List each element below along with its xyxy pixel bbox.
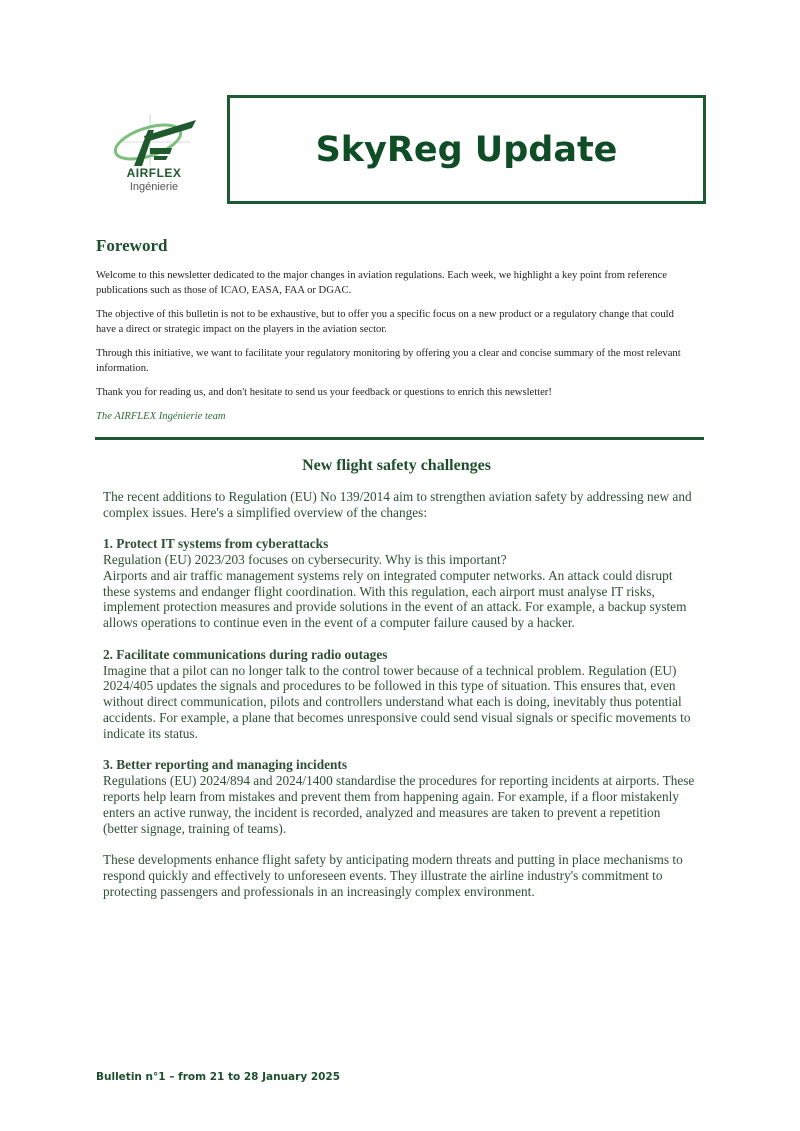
article-intro: The recent additions to Regulation (EU) No 139/2014 aim to strengthen aviation safety by addressing new and complex issues. Here's a simplified overview of the changes: (103, 488, 692, 520)
title-box (227, 95, 706, 204)
foreword-paragraph: Through this initiative, we want to facilitate your regulatory monitoring by offering you a clear and concise summary of the most relevant information. (96, 348, 681, 374)
page-title: SkyReg Update (315, 129, 618, 170)
item-body: Imagine that a pilot can no longer talk to the control tower because of a technical problem. Regulation (EU) 2024/405 updates the signals and procedures to be followed in this type of situation. This ensures that, even without direct communication, pilots and controllers understand what each is doing, inevitably thus potential accidents. For example, a plane that becomes unresponsive could send visual signals or specific movements to indicate its status. (103, 662, 691, 741)
foreword-paragraph: The objective of this bulletin is not to be exhaustive, but to offer you a specific focus on a new product or a regulatory change that could have a direct or strategic impact on the players in the aviation sector. (96, 309, 674, 335)
item-heading: 3. Better reporting and managing incidents (103, 757, 348, 773)
foreword-signature: The AIRFLEX Ingénierie team (96, 411, 226, 422)
logo-name: AIRFLEX (126, 166, 182, 180)
airplane-logo-icon (108, 112, 200, 168)
item-body: Regulations (EU) 2024/894 and 2024/1400 standardise the procedures for reporting incidents at airports. These reports help learn from mistakes and prevent them from happening again. For example, if a floor mistakenly enters an active runway, the incident is recorded, analyzed and measures are taken to prevent a repetition (better signage, training of teams). (103, 773, 695, 836)
item-body: Regulation (EU) 2023/203 focuses on cybersecurity. Why is this important? (103, 551, 507, 567)
section-divider (95, 437, 704, 440)
item-heading: 2. Facilitate communications during radio outages (103, 646, 388, 662)
foreword-paragraph: Thank you for reading us, and don't hesitate to send us your feedback or questions to enrich this newsletter! (96, 387, 552, 398)
bulletin-footer: Bulletin n°1 – from 21 to 28 January 2025 (96, 1071, 341, 1083)
foreword-heading: Foreword (96, 236, 168, 255)
article-title: New flight safety challenges (302, 457, 491, 474)
airflex-logo (104, 112, 204, 198)
foreword-section (96, 236, 696, 433)
article-conclusion: These developments enhance flight safety by anticipating modern threats and putting in place mechanisms to respond quickly and effectively to unforeseen events. They illustrate the airline industry's commitment to protecting passengers and professionals in an increasingly complex environment. (103, 852, 683, 899)
item-body: Airports and air traffic management systems rely on integrated computer networks. An attack could disrupt these systems and endanger flight coordination. With this regulation, each airport must analyse IT risks, implement protection measures and provide solutions in the event of an attack. For example, a backup system allows operations to continue even in the event of a computer failure caused by a hacker. (103, 567, 687, 631)
article-section (103, 458, 698, 915)
foreword-paragraph: Welcome to this newsletter dedicated to the major changes in aviation regulations. Each week, we highlight a key point from reference publications such as those of ICAO, EASA, FAA or DGAC. (96, 270, 668, 296)
logo-subtitle: Ingénierie (129, 181, 179, 193)
item-heading: 1. Protect IT systems from cyberattacks (103, 536, 329, 552)
